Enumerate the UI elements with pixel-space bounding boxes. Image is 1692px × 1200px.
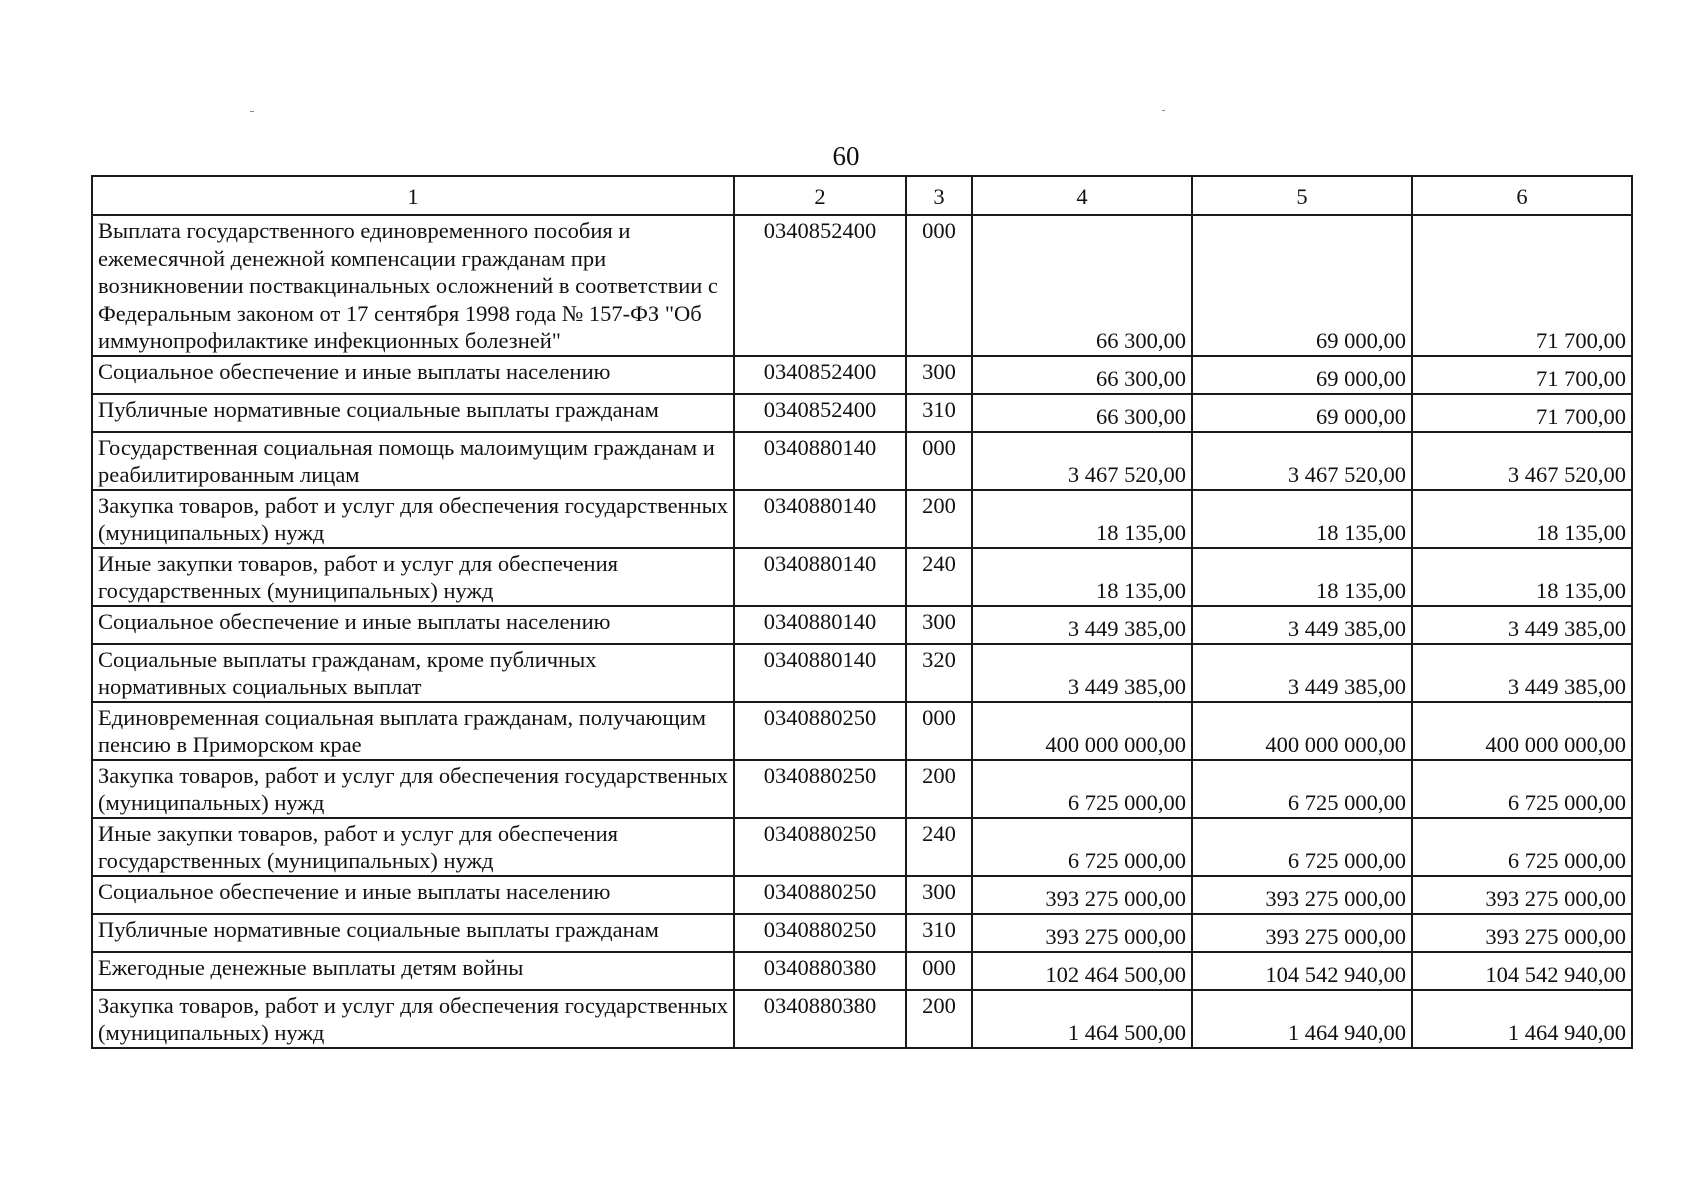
amount-cell-col5: 6 725 000,00 <box>1192 760 1412 818</box>
column-header: 3 <box>906 176 972 215</box>
amount-cell-col6: 18 135,00 <box>1412 548 1632 606</box>
budget-table <box>91 175 1633 1049</box>
table-row <box>92 432 1632 490</box>
expense-type-code-cell: 200 <box>906 490 972 548</box>
amount-cell-col5: 69 000,00 <box>1192 356 1412 394</box>
amount-cell-col4: 66 300,00 <box>972 356 1192 394</box>
table-row <box>92 548 1632 606</box>
target-article-code-cell: 0340880250 <box>734 818 906 876</box>
expense-type-code-cell: 000 <box>906 702 972 760</box>
amount-cell-col4: 3 449 385,00 <box>972 644 1192 702</box>
target-article-code-cell: 0340880250 <box>734 876 906 914</box>
expense-name-cell: Социальное обеспечение и иные выплаты населению <box>92 356 734 394</box>
expense-name-cell: Закупка товаров, работ и услуг для обеспечения государственных (муниципальных) нужд <box>92 760 734 818</box>
amount-cell-col5: 3 467 520,00 <box>1192 432 1412 490</box>
expense-type-code-cell: 000 <box>906 952 972 990</box>
amount-cell-col4: 393 275 000,00 <box>972 876 1192 914</box>
table-row <box>92 394 1632 432</box>
expense-type-code-cell: 240 <box>906 548 972 606</box>
expense-name-cell: Социальное обеспечение и иные выплаты населению <box>92 876 734 914</box>
amount-cell-col4: 66 300,00 <box>972 215 1192 356</box>
amount-cell-col5: 69 000,00 <box>1192 394 1412 432</box>
target-article-code-cell: 0340852400 <box>734 356 906 394</box>
amount-cell-col6: 400 000 000,00 <box>1412 702 1632 760</box>
expense-type-code-cell: 300 <box>906 606 972 644</box>
table-row <box>92 818 1632 876</box>
amount-cell-col6: 393 275 000,00 <box>1412 876 1632 914</box>
amount-cell-col4: 102 464 500,00 <box>972 952 1192 990</box>
amount-cell-col5: 6 725 000,00 <box>1192 818 1412 876</box>
amount-cell-col6: 6 725 000,00 <box>1412 760 1632 818</box>
table-row <box>92 490 1632 548</box>
scan-speck <box>250 111 254 112</box>
table-row <box>92 702 1632 760</box>
expense-type-code-cell: 300 <box>906 876 972 914</box>
column-header: 6 <box>1412 176 1632 215</box>
amount-cell-col4: 393 275 000,00 <box>972 914 1192 952</box>
column-header: 5 <box>1192 176 1412 215</box>
expense-type-code-cell: 000 <box>906 432 972 490</box>
amount-cell-col5: 69 000,00 <box>1192 215 1412 356</box>
expense-name-cell: Социальное обеспечение и иные выплаты населению <box>92 606 734 644</box>
expense-name-cell: Публичные нормативные социальные выплаты гражданам <box>92 394 734 432</box>
amount-cell-col6: 3 467 520,00 <box>1412 432 1632 490</box>
table-row <box>92 644 1632 702</box>
expense-type-code-cell: 000 <box>906 215 972 356</box>
amount-cell-col6: 6 725 000,00 <box>1412 818 1632 876</box>
table-header-row <box>92 176 1632 215</box>
table-row <box>92 606 1632 644</box>
amount-cell-col6: 18 135,00 <box>1412 490 1632 548</box>
expense-type-code-cell: 200 <box>906 990 972 1048</box>
amount-cell-col4: 66 300,00 <box>972 394 1192 432</box>
target-article-code-cell: 0340880250 <box>734 760 906 818</box>
amount-cell-col4: 1 464 500,00 <box>972 990 1192 1048</box>
table-row <box>92 952 1632 990</box>
target-article-code-cell: 0340880140 <box>734 644 906 702</box>
expense-name-cell: Закупка товаров, работ и услуг для обеспечения государственных (муниципальных) нужд <box>92 490 734 548</box>
amount-cell-col6: 71 700,00 <box>1412 394 1632 432</box>
expense-name-cell: Иные закупки товаров, работ и услуг для обеспечения государственных (муниципальных) нужд <box>92 548 734 606</box>
expense-type-code-cell: 310 <box>906 394 972 432</box>
amount-cell-col6: 3 449 385,00 <box>1412 606 1632 644</box>
amount-cell-col5: 393 275 000,00 <box>1192 876 1412 914</box>
amount-cell-col4: 6 725 000,00 <box>972 818 1192 876</box>
table-body <box>92 215 1632 1048</box>
expense-type-code-cell: 200 <box>906 760 972 818</box>
amount-cell-col6: 1 464 940,00 <box>1412 990 1632 1048</box>
expense-name-cell: Государственная социальная помощь малоимущим гражданам и реабилитированным лицам <box>92 432 734 490</box>
target-article-code-cell: 0340880250 <box>734 914 906 952</box>
page-number: 60 <box>832 141 860 171</box>
column-header: 4 <box>972 176 1192 215</box>
amount-cell-col6: 71 700,00 <box>1412 356 1632 394</box>
expense-name-cell: Единовременная социальная выплата гражданам, получающим пенсию в Приморском крае <box>92 702 734 760</box>
scan-speck <box>1162 110 1165 111</box>
amount-cell-col4: 3 467 520,00 <box>972 432 1192 490</box>
expense-type-code-cell: 300 <box>906 356 972 394</box>
expense-name-cell: Иные закупки товаров, работ и услуг для обеспечения государственных (муниципальных) нужд <box>92 818 734 876</box>
amount-cell-col5: 393 275 000,00 <box>1192 914 1412 952</box>
expense-name-cell: Выплата государственного единовременного пособия и ежемесячной денежной компенсации гражданам при возникновении поствакцинальных осложнений в соответствии с Федеральным законом от 17 сентября 1998 года № 157-ФЗ "Об иммунопрофилактике инфекционных болезней" <box>92 215 734 356</box>
expense-type-code-cell: 310 <box>906 914 972 952</box>
table-row <box>92 215 1632 356</box>
expense-name-cell: Социальные выплаты гражданам, кроме публичных нормативных социальных выплат <box>92 644 734 702</box>
amount-cell-col5: 1 464 940,00 <box>1192 990 1412 1048</box>
column-header: 1 <box>92 176 734 215</box>
amount-cell-col4: 18 135,00 <box>972 490 1192 548</box>
amount-cell-col5: 3 449 385,00 <box>1192 644 1412 702</box>
amount-cell-col4: 6 725 000,00 <box>972 760 1192 818</box>
amount-cell-col5: 18 135,00 <box>1192 548 1412 606</box>
table-row <box>92 914 1632 952</box>
table-row <box>92 356 1632 394</box>
target-article-code-cell: 0340880380 <box>734 990 906 1048</box>
column-header: 2 <box>734 176 906 215</box>
amount-cell-col5: 400 000 000,00 <box>1192 702 1412 760</box>
expense-type-code-cell: 240 <box>906 818 972 876</box>
amount-cell-col4: 18 135,00 <box>972 548 1192 606</box>
table-row <box>92 760 1632 818</box>
table-row <box>92 876 1632 914</box>
amount-cell-col6: 393 275 000,00 <box>1412 914 1632 952</box>
expense-type-code-cell: 320 <box>906 644 972 702</box>
amount-cell-col4: 3 449 385,00 <box>972 606 1192 644</box>
amount-cell-col5: 18 135,00 <box>1192 490 1412 548</box>
expense-name-cell: Закупка товаров, работ и услуг для обеспечения государственных (муниципальных) нужд <box>92 990 734 1048</box>
expense-name-cell: Ежегодные денежные выплаты детям войны <box>92 952 734 990</box>
table-row <box>92 990 1632 1048</box>
target-article-code-cell: 0340880250 <box>734 702 906 760</box>
amount-cell-col5: 104 542 940,00 <box>1192 952 1412 990</box>
amount-cell-col6: 71 700,00 <box>1412 215 1632 356</box>
target-article-code-cell: 0340880140 <box>734 606 906 644</box>
target-article-code-cell: 0340880140 <box>734 490 906 548</box>
target-article-code-cell: 0340880140 <box>734 432 906 490</box>
amount-cell-col5: 3 449 385,00 <box>1192 606 1412 644</box>
target-article-code-cell: 0340852400 <box>734 394 906 432</box>
amount-cell-col6: 104 542 940,00 <box>1412 952 1632 990</box>
expense-name-cell: Публичные нормативные социальные выплаты гражданам <box>92 914 734 952</box>
amount-cell-col6: 3 449 385,00 <box>1412 644 1632 702</box>
target-article-code-cell: 0340852400 <box>734 215 906 356</box>
target-article-code-cell: 0340880380 <box>734 952 906 990</box>
target-article-code-cell: 0340880140 <box>734 548 906 606</box>
amount-cell-col4: 400 000 000,00 <box>972 702 1192 760</box>
